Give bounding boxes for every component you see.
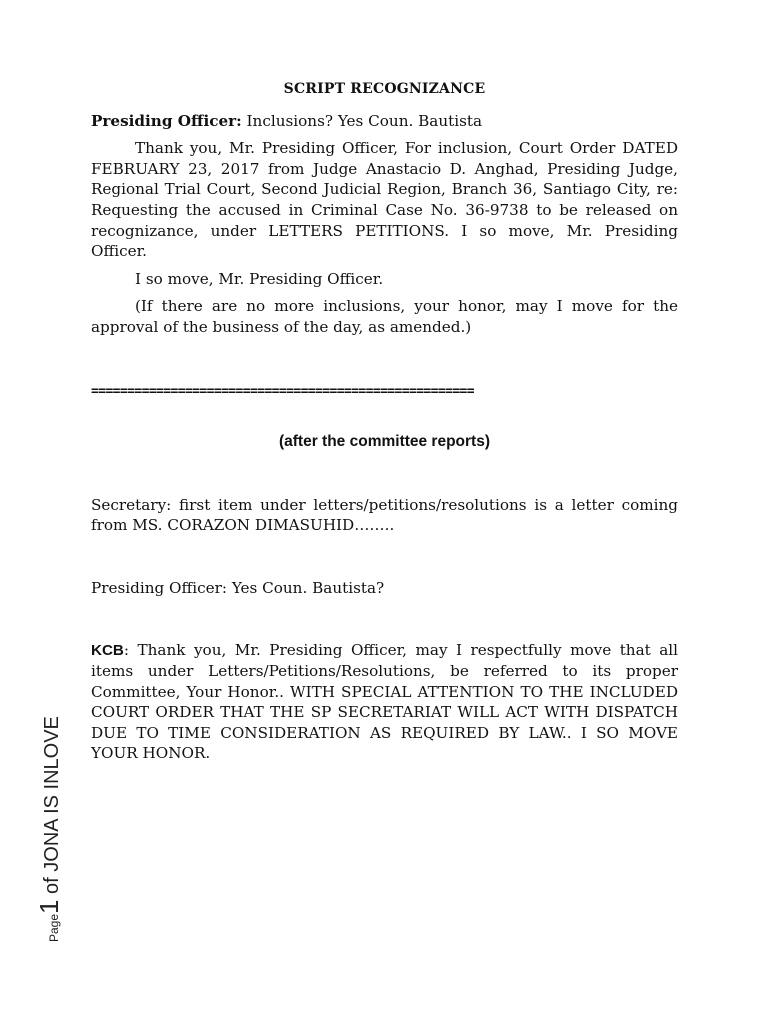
section-subheading: (after the committee reports): [278, 433, 490, 451]
paragraph-presiding-officer: [91, 111, 678, 132]
page-number: 1: [34, 899, 64, 914]
paragraph-presiding-officer-2: Presiding Officer: Yes Coun. Bautista?: [91, 578, 385, 597]
page-footer-vertical: [34, 716, 66, 942]
paragraph-inclusion-motion: Thank you, Mr. Presiding Officer, For inclusion, Court Order DATED FEBRUARY 23, 2017 from Judge Anastacio D. Anghad, Presiding Judge, Regional Trial Court, Second Judicial Region, Branch 36, Santiago City, re: Requesting the accused in Criminal Case No. 36-9738 to be released on recognizance, under LETTERS PETITIONS. I so move, Mr. Presiding Officer.: [91, 139, 678, 261]
document-page: [91, 79, 678, 764]
speaker-label-kcb: KCB: [91, 641, 124, 659]
paragraph-so-move: I so move, Mr. Presiding Officer.: [135, 269, 384, 288]
paragraph-kcb: [91, 640, 678, 765]
speaker-label: Presiding Officer:: [91, 111, 242, 130]
paragraph-secretary: Secretary: first item under letters/petitions/resolutions is a letter coming from MS. CORAZON DIMASUHID……..: [91, 495, 678, 535]
paragraph-text: : Thank you, Mr. Presiding Officer, may I respectfully move that all items under Letters/Petitions/Resolutions, be referred to its proper Committee, Your Honor.. WITH SPECIAL ATTENTION TO THE INCLUDED COURT ORDER THAT THE SP SECRETARIAT WILL ACT WITH DISPATCH DUE TO TIME CONSIDERATION AS REQUIRED BY LAW.. I SO MOVE YOUR HONOR.: [91, 640, 678, 763]
separator-line: =====================================================: [91, 383, 475, 399]
page-suffix: of JONA IS INLOVE: [41, 716, 63, 900]
page-word: Page: [47, 913, 61, 942]
paragraph-approval: (If there are no more inclusions, your honor, may I move for the approval of the business of the day, as amended.): [91, 297, 678, 336]
document-title: SCRIPT RECOGNIZANCE: [283, 81, 486, 97]
paragraph-text: Inclusions? Yes Coun. Bautista: [241, 111, 483, 130]
